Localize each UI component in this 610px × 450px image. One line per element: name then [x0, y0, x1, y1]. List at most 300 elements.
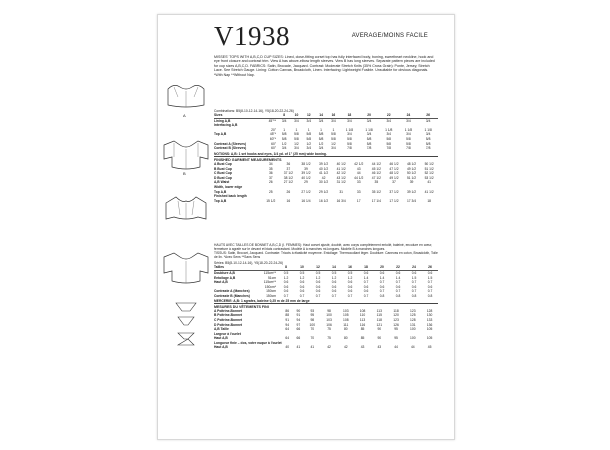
- table-row: [214, 146, 438, 151]
- table-cell: 5/8: [331, 137, 336, 142]
- table-cell: 5/8: [294, 132, 299, 137]
- table-cell: 106: [326, 322, 332, 327]
- table-cell: 5/8: [318, 132, 324, 137]
- table-cell: 1 1/8: [424, 127, 432, 132]
- table-cell: 39 1/2: [406, 189, 417, 194]
- pattern-code: V1938: [214, 21, 290, 51]
- table-cell: 39: [304, 166, 308, 171]
- table-cell: 42 1/2: [354, 161, 364, 166]
- mesures-header: MESURES DU VÊTEMENTS FINI: [214, 303, 438, 309]
- table-cell: 15 1/2: [266, 198, 276, 203]
- dress-form-icon: [160, 299, 212, 329]
- table-cell: 0.6: [283, 284, 289, 289]
- table-cell: 51 1/2: [424, 166, 434, 171]
- table-cell: 43: [377, 345, 382, 350]
- table-cell: 43 1/2: [336, 175, 346, 180]
- table-cell: 42: [321, 175, 326, 180]
- table-cell: 41: [427, 180, 431, 185]
- table-cell: 7/8: [425, 146, 431, 151]
- table-cell: 0.6: [347, 284, 353, 289]
- table-cell: 35: [374, 180, 379, 185]
- table-cell: 18: [340, 113, 360, 118]
- table-cell: 64: [285, 327, 290, 332]
- table-cell: 1/2: [281, 141, 287, 146]
- table-cell: 18: [427, 198, 431, 203]
- table-cell: 90: [296, 308, 301, 313]
- table-cell: 51 1/2: [406, 175, 417, 180]
- table-cell: 1.2: [299, 275, 305, 280]
- table-cell: 29 1/2: [318, 189, 329, 194]
- table-cell: 0.6: [331, 289, 337, 294]
- table-cell: 27 1/2: [301, 189, 311, 194]
- table-cell: 42: [327, 345, 331, 350]
- view-label: A: [183, 113, 186, 118]
- table-cell: 1: [332, 127, 335, 132]
- view-thumbnails: [160, 75, 212, 329]
- table-cell: 0.7: [315, 294, 321, 299]
- row-label: D Bust Cup: [214, 175, 232, 180]
- table-cell: 3/4: [386, 132, 392, 137]
- table-cell: 3/4: [425, 132, 431, 137]
- row-label: A Bust Cup: [214, 161, 232, 166]
- row-label: A,B Taille: [214, 327, 229, 332]
- table-cell: 0.6: [315, 284, 321, 289]
- table-cell: 31: [339, 189, 343, 194]
- table-cell: 1: [295, 127, 298, 132]
- table-cell: 1: [307, 127, 310, 132]
- table-cell: 40 1/2: [336, 161, 346, 166]
- table-cell: 0.6: [411, 271, 417, 276]
- table-cell: 3/4: [331, 118, 336, 123]
- row-label: Haut A,B: [214, 336, 228, 341]
- table-cell: 0.6: [283, 280, 289, 285]
- table-cell: 17 3/4: [406, 198, 417, 203]
- table-cell: 1.2: [283, 275, 289, 280]
- table-cell: 3/4: [347, 132, 352, 137]
- row-label: Sizes: [214, 113, 262, 118]
- table-cell: 0.6: [315, 289, 321, 294]
- fabrics-fr: TISSUS: Satin, Brocart, Jacquard. Contraste: Tricots à élasticité moyenne. Entoilage: Thermocollant léger. Doublure: Canevas en coton, Broadcloth, Toile de lin. *Avec Sens **Sans Sens: [214, 251, 438, 260]
- table-cell: 16: [286, 198, 291, 203]
- row-unit: 20": [271, 127, 276, 132]
- table-cell: 94: [285, 322, 290, 327]
- table-cell: 3/4: [294, 146, 299, 151]
- row-unit: 60": [271, 141, 276, 146]
- table-cell: 16 1/2: [318, 198, 329, 203]
- table-cell: 35: [268, 166, 273, 171]
- table-cell: 0.8: [411, 294, 417, 299]
- table-cell: 1: [283, 127, 286, 132]
- row-unit: 51cm: [267, 275, 276, 280]
- table-cell: 3/4: [281, 146, 287, 151]
- view-a-thumbnail: [160, 75, 212, 131]
- table-cell: 85: [360, 327, 365, 332]
- table-cell: 49 1/2: [389, 175, 399, 180]
- table-cell: 37: [392, 180, 396, 185]
- table-cell: 17 1/4: [371, 198, 381, 203]
- row-label: Lining A,B: [214, 118, 231, 123]
- table-cell: 3/4: [281, 118, 287, 123]
- table-cell: 94: [296, 317, 301, 322]
- row-label: Haut A,B: [214, 345, 228, 350]
- table-cell: 3/4: [294, 118, 299, 123]
- table-cell: 31 1/2: [336, 180, 346, 185]
- table-cell: 3/4: [386, 118, 392, 123]
- table-cell: 20: [359, 113, 379, 118]
- table-cell: 37: [268, 175, 273, 180]
- table-cell: 16: [327, 113, 339, 118]
- table-cell: 70: [310, 327, 315, 332]
- table-cell: 0.6: [427, 284, 433, 289]
- table-cell: 0.6: [411, 284, 417, 289]
- row-label: B Bust Cup: [214, 166, 232, 171]
- table-cell: 1.5: [411, 275, 417, 280]
- table-cell: 20: [374, 265, 390, 270]
- table-cell: 30 1/2: [318, 180, 329, 185]
- table-cell: 40 1/2: [301, 175, 311, 180]
- table-cell: 45 1/2: [371, 166, 381, 171]
- table-cell: 5/8: [366, 137, 372, 142]
- table-cell: 0.6: [379, 284, 385, 289]
- table-cell: 5/8: [386, 137, 392, 142]
- table-cell: 41: [310, 345, 315, 350]
- table-cell: 3/4: [406, 118, 411, 123]
- table-cell: 14: [326, 265, 342, 270]
- table-cell: 1.2: [315, 275, 321, 280]
- table-cell: 1 1/8: [345, 127, 354, 132]
- table-cell: 24: [406, 265, 422, 270]
- table-cell: 7/8: [347, 146, 352, 151]
- table-cell: 33: [356, 180, 361, 185]
- table-cell: 0.6: [315, 280, 321, 285]
- table-cell: 36: [268, 171, 273, 176]
- row-label: Longueur finie – dos, votre nuque à l'ourlet: [214, 340, 282, 345]
- table-cell: 5/8: [281, 137, 287, 142]
- row-label: Tailles: [214, 265, 262, 270]
- table-cell: 25: [268, 189, 273, 194]
- table-cell: 108: [343, 317, 349, 322]
- table-cell: 0.7: [395, 280, 401, 285]
- table-row: [214, 345, 438, 350]
- table-cell: 120: [393, 313, 399, 318]
- row-label: Finished back length: [214, 194, 247, 199]
- table-cell: 75: [327, 327, 331, 332]
- table-cell: 0.6: [363, 271, 369, 276]
- row-label: C Poitrine-Bonnet: [214, 317, 243, 322]
- table-cell: 95: [394, 336, 398, 341]
- table-cell: 91: [285, 317, 290, 322]
- table-cell: 123: [410, 308, 416, 313]
- table-cell: 0.7: [299, 294, 305, 299]
- table-cell: 49 1/2: [406, 166, 417, 171]
- table-cell: 93: [310, 308, 315, 313]
- table-cell: 1 1/8: [404, 127, 413, 132]
- table-cell: 14: [315, 113, 327, 118]
- table-cell: 0.7: [331, 294, 337, 299]
- table-cell: 44: [356, 171, 361, 176]
- table-cell: 26: [286, 189, 291, 194]
- table-cell: 128: [410, 317, 416, 322]
- view-c-thumbnail: [160, 187, 212, 243]
- table-cell: 10: [290, 113, 302, 118]
- table-cell: 22: [390, 265, 406, 270]
- table-cell: 5/8: [306, 137, 312, 142]
- table-cell: 1.2: [347, 275, 353, 280]
- table-cell: 0.6: [395, 284, 401, 289]
- table-cell: 8: [278, 113, 290, 118]
- table-cell: 27 1/2: [283, 180, 293, 185]
- table-cell: 48 1/2: [389, 171, 399, 176]
- table-cell: 53 1/2: [424, 175, 434, 180]
- table-cell: 1.5: [427, 275, 433, 280]
- table-cell: 8: [278, 265, 294, 270]
- view-b-thumbnail: [160, 131, 212, 187]
- table-cell: 0.7: [379, 280, 385, 285]
- series-note: Séries: B5(8-10-12-14-16), Y5(18-20-22-24-26): [214, 261, 284, 266]
- table-cell: 1: [320, 127, 323, 132]
- table-cell: 44 1/2: [371, 161, 381, 166]
- table-cell: 0.6: [331, 280, 337, 285]
- row-label: Entoilage A,B: [214, 275, 236, 280]
- table-cell: 97: [296, 322, 301, 327]
- table-cell: 0.6: [363, 284, 369, 289]
- table-cell: 115: [376, 313, 382, 318]
- row-label: Width, lower edge: [214, 184, 243, 189]
- table-cell: 3/4: [318, 146, 324, 151]
- table-cell: 1.2: [331, 275, 337, 280]
- table-cell: 26: [268, 180, 273, 185]
- pattern-envelope-back: [157, 14, 455, 440]
- table-cell: 103: [326, 317, 332, 322]
- table-cell: 80: [343, 336, 348, 341]
- table-cell: 3/4: [366, 118, 372, 123]
- table-cell: 100: [410, 336, 416, 341]
- mercerie-note: MERCERIE: A,B: 1 agrafes, baleine 0,25 m de 25 mm de large: [214, 298, 310, 303]
- table-cell: 5/8: [318, 137, 324, 142]
- table-cell: 39 1/2: [318, 161, 329, 166]
- table-cell: 0.5: [315, 271, 321, 276]
- table-cell: 126: [393, 322, 399, 327]
- table-cell: 98: [327, 308, 331, 313]
- row-label: Top A,B: [214, 189, 227, 194]
- table-cell: 26: [418, 113, 438, 118]
- table-cell: 40: [285, 345, 290, 350]
- row-label: Top A,B: [214, 132, 227, 137]
- table-cell: 103: [343, 308, 349, 313]
- table-cell: 37: [286, 166, 291, 171]
- table-cell: 125: [410, 313, 416, 318]
- table-cell: 37 1/2: [389, 189, 399, 194]
- table-cell: 111: [343, 322, 349, 327]
- row-unit: 150cm*: [264, 284, 276, 289]
- table-cell: 41: [296, 345, 301, 350]
- combinations-note: Combinations: B5(8-10-12-14-16), Y5(18-20-22-24-26): [214, 109, 294, 113]
- table-cell: 16 3/4: [336, 198, 346, 203]
- table-cell: 1.4: [363, 275, 369, 280]
- table-cell: 70: [310, 336, 315, 341]
- table-cell: 3/4: [425, 118, 431, 123]
- table-cell: 5/8: [366, 141, 372, 146]
- table-cell: 0.6: [379, 271, 385, 276]
- table-cell: 0.6: [427, 271, 433, 276]
- table-cell: 131: [410, 322, 416, 327]
- table-cell: 0.6: [299, 284, 305, 289]
- row-label: C Bust Cup: [214, 171, 232, 176]
- table-cell: 98: [310, 317, 315, 322]
- table-cell: 113: [359, 317, 366, 322]
- table-cell: 0.7: [379, 289, 385, 294]
- table-cell: 0.8: [427, 294, 433, 299]
- table-row: [214, 199, 438, 204]
- description-fr: HAUTS AVEC TAILLES DE BONNET A,B,C,D (I. FEMMES): Haut corset ajusté, doublé, avec corps complètement entoilé, baleiné, encolure en cœur, fermeture à agrafe sur le devant et biais contrastant. Modèle A à manches mi-longues. Modèle B à manches longues.: [214, 243, 433, 252]
- table-cell: 121: [376, 322, 383, 327]
- row-label: Interfacing A,B: [214, 123, 238, 128]
- table-cell: 41 1/2: [318, 171, 329, 176]
- table-cell: 44 1/2: [354, 175, 364, 180]
- description-en: MISSES' TOPS WITH A,B,C,D CUP SIZES: Lined, close-fitting corset top has fully interfaced body, boning, sweetheart neckline, hook and eye front closure and contrast trim. View A has above-elbow length sleeves. View B has long sleeves. Separate pattern pieces are included for cup sizes A,B,C,D. FABRICS: Satin, Brocade, Jacquard. Contrast: Moderate Stretch Knits (35% Cross Grain): Ponte, Jersey, Stretch Lace. See Stretch Gauge. Lining: Cotton Canvas, Broadcloth, Linen. Interfacing: Lightweight Fusible. Unsuitable for obvious diagonals. *With Nap **Without Nap.: [214, 55, 435, 77]
- row-label: Contraste B (Manches): [214, 294, 250, 299]
- table-cell: 45: [427, 345, 432, 350]
- table-cell: 0.7: [427, 280, 433, 285]
- table-cell: 0.5: [299, 271, 305, 276]
- table-cell: 105: [343, 313, 349, 318]
- table-cell: 90: [377, 336, 382, 341]
- row-unit: 150cm: [266, 294, 276, 299]
- table-cell: 35 1/2: [371, 189, 381, 194]
- table-cell: 17 1/2: [389, 198, 399, 203]
- table-cell: 0.5: [283, 271, 289, 276]
- table-cell: 91: [296, 313, 301, 318]
- table-cell: 118: [393, 308, 399, 313]
- table-cell: 10: [294, 265, 310, 270]
- table-cell: 118: [376, 317, 382, 322]
- table-cell: 0.6: [283, 289, 289, 294]
- table-cell: 130: [426, 313, 433, 318]
- table-cell: 64: [285, 336, 290, 341]
- table-cell: 88: [285, 313, 290, 318]
- table-cell: 113: [376, 308, 382, 313]
- row-unit: 60": [271, 146, 276, 151]
- table-cell: 0.6: [363, 289, 369, 294]
- table-cell: 0.7: [427, 289, 433, 294]
- row-label: Top A,B: [214, 198, 227, 203]
- table-cell: 39: [409, 180, 414, 185]
- table-cell: 108: [359, 308, 366, 313]
- table-cell: 38 1/2: [283, 175, 293, 180]
- row-unit: 150cm: [266, 289, 276, 294]
- table-cell: 95: [310, 313, 315, 318]
- table-cell: 0.8: [395, 294, 401, 299]
- table-cell: 123: [393, 317, 399, 322]
- table-cell: 43: [360, 345, 365, 350]
- table-cell: 5/8: [386, 141, 392, 146]
- table-cell: 5/8: [406, 141, 411, 146]
- row-label: Haut A,B: [214, 280, 228, 285]
- row-unit: 115cm**: [263, 280, 276, 285]
- row-label: A Poitrine-Bonnet: [214, 308, 242, 313]
- table-cell: 0.7: [411, 289, 417, 294]
- table-cell: 0.8: [379, 294, 385, 299]
- table-cell: 105: [426, 327, 433, 332]
- table-cell: 41 1/2: [424, 189, 434, 194]
- table-cell: 26: [422, 265, 438, 270]
- table-cell: 16: [342, 265, 358, 270]
- table-cell: 5/8: [425, 137, 431, 142]
- row-label: A,B Waist: [214, 180, 230, 185]
- table-cell: 80: [343, 327, 348, 332]
- table-cell: 86: [285, 308, 290, 313]
- table-cell: 1/2: [306, 141, 312, 146]
- table-cell: 5/8: [294, 137, 299, 142]
- table-cell: 40 1/2: [318, 166, 329, 171]
- table-cell: 5/8: [331, 132, 336, 137]
- table-cell: 37 1/2: [283, 171, 293, 176]
- table-cell: 5/8: [425, 141, 431, 146]
- table-cell: 33: [356, 189, 361, 194]
- table-cell: 3/4: [366, 132, 372, 137]
- table-cell: 105: [426, 336, 433, 341]
- table-cell: 50 1/2: [406, 171, 417, 176]
- row-label: Contrast A (Sleeves): [214, 141, 247, 146]
- table-cell: 22: [379, 113, 399, 118]
- table-cell: 7/8: [366, 146, 372, 151]
- table-cell: 39 1/2: [301, 171, 311, 176]
- table-cell: 3/4: [306, 118, 312, 123]
- table-cell: 66: [296, 336, 301, 341]
- table-cell: 24: [399, 113, 419, 118]
- table-cell: 1/2: [318, 141, 324, 146]
- table-cell: 1 1/8: [385, 127, 393, 132]
- notions-note: NOTIONS: A,B: 1 set hooks and eyes, 1/4 yd. of 1" (25 mm) wide boning.: [214, 151, 327, 156]
- table-cell: 5/8: [281, 132, 287, 137]
- row-label: Doublure A,B: [214, 271, 235, 276]
- view-label: B: [183, 171, 186, 176]
- table-cell: 0.6: [347, 280, 353, 285]
- table-cell: 5/8: [306, 132, 312, 137]
- table-cell: 0.7: [283, 294, 289, 299]
- table-cell: 18: [358, 265, 374, 270]
- table-cell: 90: [377, 327, 382, 332]
- row-unit: 45"*: [269, 132, 276, 137]
- row-label: Largeur à l'ourlet: [214, 331, 241, 336]
- table-cell: 5/8: [406, 137, 411, 142]
- table-cell: 7/8: [406, 146, 411, 151]
- table-cell: 29: [304, 180, 308, 185]
- table-cell: 43: [356, 166, 361, 171]
- table-cell: 0.7: [411, 280, 417, 285]
- table-cell: 34: [268, 161, 273, 166]
- table-cell: 47 1/2: [371, 175, 381, 180]
- table-cell: 95: [394, 327, 398, 332]
- table-cell: 5/8: [347, 141, 352, 146]
- table-cell: 16 1/4: [301, 198, 311, 203]
- table-cell: 0.5: [347, 271, 353, 276]
- table-cell: 38 1/2: [301, 161, 311, 166]
- table-cell: 52 1/2: [424, 171, 434, 176]
- table-cell: 0.6: [299, 280, 305, 285]
- table-cell: 0.5: [331, 271, 337, 276]
- table-cell: 5/8: [347, 137, 352, 142]
- table-cell: 42 1/2: [336, 171, 346, 176]
- table-cell: 110: [359, 313, 366, 318]
- table-cell: 0.6: [331, 284, 337, 289]
- table-cell: 0.7: [395, 289, 401, 294]
- row-label: Contrast B (Sleeves): [214, 146, 247, 151]
- table-cell: 116: [359, 322, 366, 327]
- table-cell: 7/8: [386, 146, 392, 151]
- table-cell: 1/2: [294, 141, 299, 146]
- table-cell: 133: [426, 317, 433, 322]
